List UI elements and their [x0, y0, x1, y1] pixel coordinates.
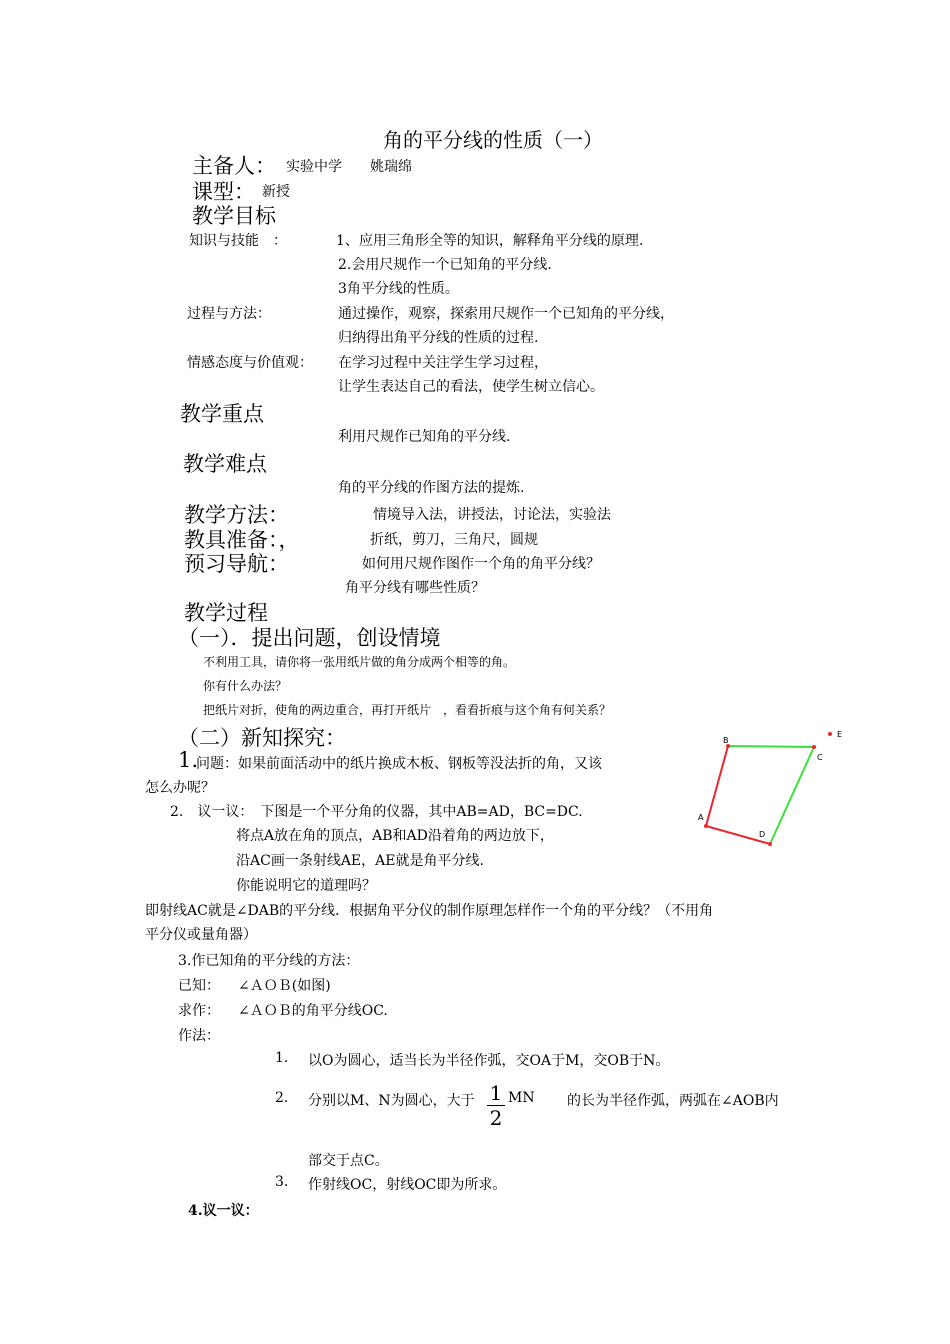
knowledge-item-1: 1、应用三角形全等的知识，解释角平分线的原理.: [336, 233, 644, 249]
q2-line-3: 沿AC画一条射线AE，AE就是角平分线.: [236, 853, 484, 869]
lesson-type-value: 新授: [262, 184, 290, 200]
preparer-value: 实验中学 姚瑞绵: [286, 159, 412, 175]
q3-heading: 3.作已知角的平分线的方法：: [178, 953, 360, 969]
step-3-text: 作射线OC，射线OC即为所求。: [308, 1177, 507, 1193]
step-1-number: 1.: [275, 1050, 289, 1066]
lesson-type-label: 课型：: [192, 180, 255, 204]
key-point-text: 利用尺规作已知角的平分线.: [338, 429, 511, 445]
knowledge-item-2: 2.会用尺规作一个已知角的平分线.: [338, 257, 552, 273]
point-d: [768, 842, 772, 846]
part1-line-1: 不利用工具，请你将一张用纸片做的角分成两个相等的角。: [203, 655, 516, 669]
method-label: 教学方法：: [184, 503, 289, 527]
segment-dc: [770, 747, 814, 844]
fraction-denominator: 2: [489, 1106, 503, 1130]
emotion-label: 情感态度与价值观：: [187, 355, 313, 371]
label-c: C: [817, 753, 823, 762]
step-2-text-c: 部交于点C。: [308, 1153, 389, 1169]
step-1-text: 以O为圆心，适当长为半径作弧，交OA于M，交OB于N。: [308, 1053, 670, 1069]
fraction-numerator: 1: [489, 1081, 503, 1105]
q1-line-2: 怎么办呢？: [145, 780, 215, 796]
part1-line-2: 你有什么办法？: [203, 679, 288, 693]
q1-number: 1.: [178, 748, 199, 772]
preparer-label: 主备人：: [192, 154, 276, 178]
process-heading: 教学过程: [184, 601, 268, 625]
label-a: A: [698, 813, 704, 822]
fraction-one-half: [484, 1082, 508, 1129]
q2-line-1: 2. 议一议： 下图是一个平分角的仪器，其中AB=AD，BC=DC.: [170, 804, 583, 820]
q4-heading: 4.议一议：: [188, 1203, 259, 1219]
process-item-2: 归纳得出角平分线的性质的过程.: [338, 330, 539, 346]
emotion-item-2: 让学生表达自己的看法，使学生树立信心。: [338, 379, 604, 395]
find-label: 求作：: [178, 1003, 220, 1019]
difficulty-text: 角的平分线的作图方法的提炼.: [338, 480, 525, 496]
process-item-1: 通过操作，观察，探索用尺规作一个已知角的平分线，: [338, 306, 674, 322]
tools-text: 折纸，剪刀，三角尺，圆规: [370, 532, 538, 548]
emotion-item-1: 在学习过程中关注学生学习过程，: [338, 355, 548, 371]
step-2-mn: MN: [508, 1090, 535, 1106]
method-text: 情境导入法，讲授法，讨论法，实验法: [373, 507, 611, 523]
point-e: [828, 732, 832, 736]
knowledge-item-3: 3角平分线的性质。: [338, 281, 459, 297]
knowledge-label: 知识与技能 ：: [189, 233, 287, 249]
segment-bc: [728, 746, 814, 747]
part2-heading: （二）新知探究：: [178, 726, 346, 750]
page-title: 角的平分线的性质（一）: [383, 128, 603, 152]
step-2-text-a: 分别以M、N为圆心，大于: [308, 1093, 475, 1109]
point-a: [704, 824, 708, 828]
segment-ab: [706, 746, 728, 826]
known-label: 已知：: [178, 978, 220, 994]
part1-line-3: 把纸片对折，使角的两边重合，再打开纸片 ，看看折痕与这个角有何关系？: [203, 703, 612, 717]
preview-q2: 角平分线有哪些性质？: [345, 580, 485, 596]
q1-line-1: 问题：如果前面活动中的纸片换成木板、钢板等没法折的角，又该: [196, 756, 602, 772]
step-3-number: 3.: [275, 1174, 289, 1190]
find-text: ∠ＡＯＢ的角平分线OC.: [238, 1003, 388, 1019]
label-d: D: [759, 830, 766, 839]
q2-line-2: 将点A放在角的顶点，AB和AD沿着角的两边放下，: [236, 828, 554, 844]
label-e: E: [837, 730, 843, 739]
key-point-heading: 教学重点: [180, 402, 264, 426]
conclusion-line-2: 平分仪或量角器）: [145, 927, 257, 943]
conclusion-line-1: 即射线AC就是∠DAB的平分线．根据角平分仪的制作原理怎样作一个角的平分线？（不用角: [145, 903, 714, 919]
step-2-number: 2.: [275, 1090, 289, 1106]
label-b: B: [723, 736, 729, 745]
point-c: [812, 745, 816, 749]
difficulty-heading: 教学难点: [183, 452, 267, 476]
tools-label: 教具准备：，: [184, 528, 300, 552]
steps-label: 作法：: [178, 1028, 220, 1044]
preview-label: 预习导航：: [184, 552, 289, 576]
step-2-text-b: 的长为半径作弧，两弧在∠AOB内: [567, 1093, 779, 1109]
q2-line-4: 你能说明它的道理吗？: [236, 878, 376, 894]
objectives-heading: 教学目标: [192, 204, 276, 228]
known-text: ∠ＡＯＢ(如图): [238, 978, 331, 994]
preview-q1: 如何用尺规作图作一个角的角平分线？: [362, 556, 600, 572]
process-label: 过程与方法：: [187, 306, 271, 322]
part1-heading: （一）．提出问题，创设情境: [178, 626, 441, 650]
